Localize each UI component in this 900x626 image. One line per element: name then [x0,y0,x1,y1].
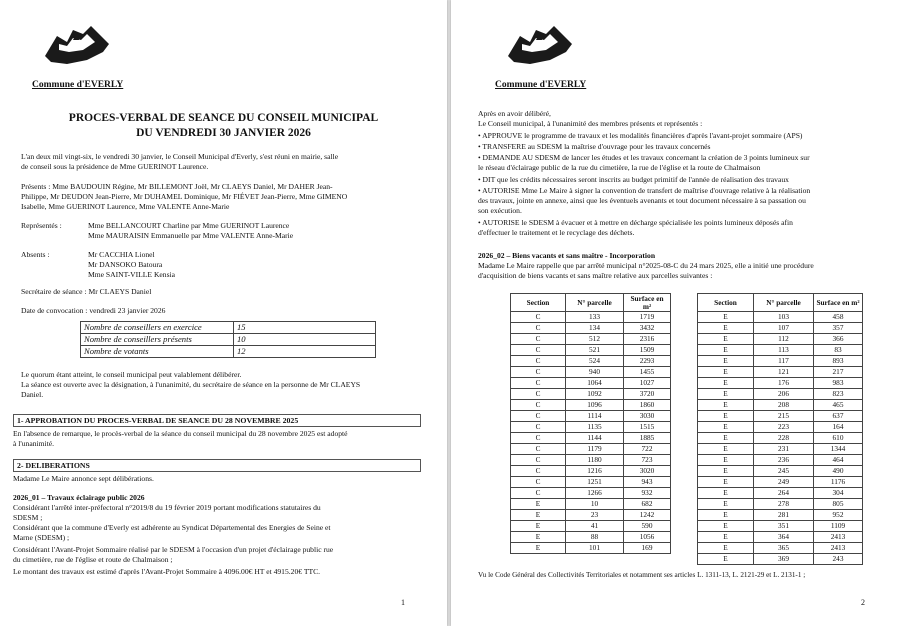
surface-cell: 682 [624,499,671,510]
section-cell: C [511,345,566,356]
table-row [81,334,376,346]
presents-line: Présents : Mme BAUDOUIN Régine, Mr BILLEMONT Joël, Mr CLAEYS Daniel, Mr DAHER Jean- [21,182,333,191]
surface-cell: 366 [814,334,863,345]
table-header-row [698,294,863,312]
surface-cell: 164 [814,422,863,433]
parcel-number-cell: 117 [754,356,814,367]
table-row [698,345,863,356]
table-row [511,367,671,378]
table-row [698,367,863,378]
table-row [511,433,671,444]
parcels-table-right [697,293,863,565]
surface-cell: 464 [814,455,863,466]
surface-cell: 357 [814,323,863,334]
surface-cell: 1242 [624,510,671,521]
parcel-number-cell: 236 [754,455,814,466]
column-header: N° parcelle [754,294,814,312]
surface-cell: 1719 [624,312,671,323]
section-cell: E [511,532,566,543]
deliberation-1-text: Marne (SDESM) ; [13,533,70,542]
section-cell: C [511,312,566,323]
section-cell: C [511,444,566,455]
parcel-number-cell: 1179 [566,444,624,455]
table-row [698,532,863,543]
section-cell: E [698,543,754,554]
table-row [511,466,671,477]
surface-cell: 1509 [624,345,671,356]
surface-cell: 465 [814,400,863,411]
deliberation-1-text: Considérant que la commune d'Everly est adhérente au Syndicat Départemental des Energies de Seine et [13,523,331,532]
table-row [698,488,863,499]
table-row [698,400,863,411]
table-row [511,378,671,389]
represented-label: Représentés : [21,221,62,230]
table-row [698,312,863,323]
quorum-line: Daniel. [21,390,44,399]
table-row [511,411,671,422]
parcel-number-cell: 133 [566,312,624,323]
section-cell: C [511,367,566,378]
deliberation-1-title: 2026_01 – Travaux éclairage public 2026 [13,493,145,502]
body-line: d'effectuer le traitement et le recyclage des déchets. [478,228,635,237]
count-value: 12 [234,346,376,358]
surface-cell: 490 [814,466,863,477]
table-row [81,346,376,358]
commune-logo-icon [43,22,111,68]
surface-cell: 3020 [624,466,671,477]
surface-cell: 952 [814,510,863,521]
section-cell: E [698,378,754,389]
parcel-number-cell: 121 [754,367,814,378]
body-line: • AUTORISE le SDESM à évacuer et à mettre en décharge spécialisée les points lumineux déposés afin [478,218,793,227]
section-cell: E [698,488,754,499]
table-row [698,477,863,488]
parcel-number-cell: 88 [566,532,624,543]
table-row [511,444,671,455]
surface-cell: 2316 [624,334,671,345]
parcel-number-cell: 41 [566,521,624,532]
document-page-2 [451,0,900,626]
section-cell: C [511,422,566,433]
body-line: son exécution. [478,206,522,215]
section-cell: E [511,543,566,554]
parcel-number-cell: 1096 [566,400,624,411]
parcel-number-cell: 176 [754,378,814,389]
convocation-line: Date de convocation : vendredi 23 janvier 2026 [21,306,166,315]
parcel-number-cell: 1114 [566,411,624,422]
section-cell: E [698,532,754,543]
deliberation-1-text: Le montant des travaux est estimé d'après l'Avant-Projet Sommaire à 4096.00€ HT et 4915.20€ TTC. [13,567,321,576]
section-cell: E [698,389,754,400]
parcel-number-cell: 10 [566,499,624,510]
section-1-text: à l'unanimité. [13,439,55,448]
surface-cell: 983 [814,378,863,389]
section-cell: E [698,411,754,422]
table-row [511,499,671,510]
table-row [698,389,863,400]
table-row [698,411,863,422]
parcel-number-cell: 245 [754,466,814,477]
body-line: des travaux, jointe en annexe, ainsi que les éventuels avenants et tout document nécessaire à sa passation ou [478,196,806,205]
section-cell: C [511,389,566,400]
parcel-number-cell: 512 [566,334,624,345]
parcel-number-cell: 264 [754,488,814,499]
parcel-number-cell: 103 [754,312,814,323]
table-row [511,455,671,466]
table-row [511,422,671,433]
column-header: Section [511,294,566,312]
count-label: Nombre de conseillers présents [81,334,234,346]
intro-line: L'an deux mil vingt-six, le vendredi 30 janvier, le Conseil Municipal d'Everly, s'est réuni en mairie, salle [21,152,339,161]
column-header: Section [698,294,754,312]
surface-cell: 723 [624,455,671,466]
table-row [511,510,671,521]
table-row [511,543,671,554]
surface-cell: 610 [814,433,863,444]
parcel-number-cell: 521 [566,345,624,356]
section-2-intro: Madame Le Maire annonce sept délibérations. [13,474,154,483]
surface-cell: 1027 [624,378,671,389]
section-cell: C [511,323,566,334]
parcel-number-cell: 1144 [566,433,624,444]
page-number: 1 [401,598,405,607]
council-counts-table [80,321,376,358]
table-row [511,334,671,345]
surface-cell: 637 [814,411,863,422]
section-cell: E [698,345,754,356]
quorum-line: La séance est ouverte avec la désignation, à l'unanimité, du secrétaire de séance en la personne de Mr CLAEYS [21,380,361,389]
table-row [698,510,863,521]
section-cell: C [511,433,566,444]
absent-item: Mr CACCHIA Lionel [88,250,155,259]
surface-cell: 83 [814,345,863,356]
surface-cell: 893 [814,356,863,367]
table-row [698,521,863,532]
table-row [511,356,671,367]
table-row [698,334,863,345]
table-row [511,521,671,532]
table-row [81,322,376,334]
parcel-number-cell: 228 [754,433,814,444]
parcel-number-cell: 365 [754,543,814,554]
table-header-row [511,294,671,312]
parcel-number-cell: 278 [754,499,814,510]
body-line: • TRANSFERE au SDESM la maîtrise d'ouvrage pour les travaux concernés [478,142,711,151]
deliberation-1-text: Considérant l'arrêté inter-préfectoral n°2019/8 du 19 février 2019 portant modifications statutaires du [13,503,321,512]
organization-name: Commune d'EVERLY [32,80,124,90]
parcel-number-cell: 231 [754,444,814,455]
parcel-number-cell: 369 [754,554,814,565]
section-cell: E [698,312,754,323]
surface-cell: 3720 [624,389,671,400]
section-cell: E [698,466,754,477]
table-row [698,543,863,554]
surface-cell: 1176 [814,477,863,488]
parcel-number-cell: 223 [754,422,814,433]
surface-cell: 2413 [814,532,863,543]
parcel-number-cell: 208 [754,400,814,411]
body-line: • APPROUVE le programme de travaux et les modalités financières d'après l'avant-projet sommaire (APS) [478,131,803,140]
parcel-number-cell: 1064 [566,378,624,389]
section-2-heading: 2- DELIBERATIONS [13,459,421,472]
represented-item: Mme MAURAISIN Emmanuelle par Mme VALENTE Anne-Marie [88,231,294,240]
section-cell: E [698,400,754,411]
page-title: PROCES-VERBAL DE SEANCE DU CONSEIL MUNICIPAL [68,112,379,124]
count-label: Nombre de votants [81,346,234,358]
section-cell: E [698,422,754,433]
table-row [511,532,671,543]
surface-cell: 1860 [624,400,671,411]
table-row [511,488,671,499]
absent-item: Mr DANSOKO Batoura [88,260,163,269]
parcel-number-cell: 364 [754,532,814,543]
section-cell: E [698,334,754,345]
table-row [698,356,863,367]
represented-item: Mme BELLANCOURT Charline par Mme GUERINOT Laurence [88,221,290,230]
table-row [698,323,863,334]
deliberation-2-text: d'acquisition de biens vacants et sans maître relative aux parcelles suivantes : [478,271,713,280]
table-row [698,466,863,477]
parcel-number-cell: 1092 [566,389,624,400]
presents-line: Isabelle, Mme GUERINOT Laurence, Mme VALENTE Anne-Marie [21,202,230,211]
section-cell: E [511,510,566,521]
page-number: 2 [861,598,865,607]
body-line: • DEMANDE AU SDESM de lancer les études et les travaux concernant la création de 3 points lumineux sur [478,153,810,162]
section-cell: E [698,455,754,466]
section-cell: E [698,433,754,444]
deliberation-1-text: SDESM ; [13,513,43,522]
section-cell: E [698,554,754,565]
table-row [511,389,671,400]
surface-cell: 823 [814,389,863,400]
column-header: Surface en m² [624,294,671,312]
parcel-number-cell: 281 [754,510,814,521]
surface-cell: 1455 [624,367,671,378]
count-value: 10 [234,334,376,346]
section-cell: C [511,400,566,411]
section-cell: E [698,477,754,488]
quorum-line: Le quorum étant atteint, le conseil municipal peut valablement délibérer. [21,370,242,379]
section-cell: C [511,411,566,422]
organization-name: Commune d'EVERLY [495,80,587,90]
table-row [698,433,863,444]
section-cell: E [698,499,754,510]
secretary-line: Secrétaire de séance : Mr CLAEYS Daniel [21,287,152,296]
table-row [698,422,863,433]
parcel-number-cell: 107 [754,323,814,334]
page-subtitle: DU VENDREDI 30 JANVIER 2026 [136,127,311,139]
body-line: le réseau d'éclairage public de la rue du cimetière, la rue de l'église et la route de Chalmaison [478,163,761,172]
body-line: • DIT que les crédits nécessaires seront inscrits au budget primitif de l'année de réalisation des travaux [478,175,789,184]
deliberation-1-text: Considérant l'Avant-Projet Sommaire réalisé par le SDESM à l'occasion d'un projet d'éclairage public rue [13,545,334,554]
parcel-number-cell: 1216 [566,466,624,477]
surface-cell: 805 [814,499,863,510]
absent-item: Mme SAINT-VILLE Kensia [88,270,176,279]
surface-cell: 1056 [624,532,671,543]
parcel-number-cell: 1135 [566,422,624,433]
section-cell: E [511,499,566,510]
table-row [511,345,671,356]
parcel-number-cell: 524 [566,356,624,367]
table-row [511,312,671,323]
surface-cell: 932 [624,488,671,499]
parcel-number-cell: 134 [566,323,624,334]
surface-cell: 243 [814,554,863,565]
section-cell: C [511,488,566,499]
section-cell: C [511,477,566,488]
section-cell: E [698,367,754,378]
parcel-number-cell: 249 [754,477,814,488]
parcel-number-cell: 112 [754,334,814,345]
column-header: Surface en m² [814,294,863,312]
section-cell: E [511,521,566,532]
section-cell: C [511,356,566,367]
deliberation-2-title: 2026_02 – Biens vacants et sans maître - Incorporation [478,251,656,260]
count-value: 15 [234,322,376,334]
table-row [511,400,671,411]
column-header: N° parcelle [566,294,624,312]
parcel-number-cell: 1266 [566,488,624,499]
parcel-number-cell: 351 [754,521,814,532]
surface-cell: 3432 [624,323,671,334]
section-cell: E [698,510,754,521]
intro-line: de conseil sous la présidence de Mme GUERINOT Laurence. [21,162,209,171]
table-row [698,444,863,455]
body-line: • AUTORISE Mme Le Maire à signer la convention de transfert de maîtrise d'ouvrage relative à la réalisation [478,186,811,195]
surface-cell: 1109 [814,521,863,532]
surface-cell: 1515 [624,422,671,433]
body-line: Après en avoir délibéré, [478,109,551,118]
absents-label: Absents : [21,250,50,259]
parcel-number-cell: 940 [566,367,624,378]
table-row [511,477,671,488]
presents-line: Philippe, Mr DEUDON Jean-Pierre, Mr DUHAMEL Dominique, Mr FIÉVET Jean-Pierre, Mme GIMENO [21,192,348,201]
document-page-1 [0,0,447,626]
table-row [511,323,671,334]
surface-cell: 2293 [624,356,671,367]
section-cell: C [511,334,566,345]
parcel-number-cell: 206 [754,389,814,400]
parcel-number-cell: 1251 [566,477,624,488]
table-row [698,455,863,466]
table-row [698,554,863,565]
section-cell: E [698,521,754,532]
surface-cell: 2413 [814,543,863,554]
count-label: Nombre de conseillers en exercice [81,322,234,334]
section-cell: C [511,378,566,389]
surface-cell: 3030 [624,411,671,422]
parcels-table-left [510,293,671,554]
surface-cell: 169 [624,543,671,554]
section-1-text: En l'absence de remarque, le procès-verbal de la séance du conseil municipal du 28 novembre 2025 est adopté [13,429,348,438]
surface-cell: 1344 [814,444,863,455]
body-line: Le Conseil municipal, à l'unanimité des membres présents et représentés : [478,119,703,128]
surface-cell: 304 [814,488,863,499]
surface-cell: 458 [814,312,863,323]
surface-cell: 943 [624,477,671,488]
parcel-number-cell: 215 [754,411,814,422]
parcel-number-cell: 113 [754,345,814,356]
surface-cell: 217 [814,367,863,378]
parcel-number-cell: 101 [566,543,624,554]
section-1-heading: 1- APPROBATION DU PROCES-VERBAL DE SEANCE DU 28 NOVEMBRE 2025 [13,414,421,427]
legal-reference: Vu le Code Général des Collectivités Territoriales et notamment ses articles L. 1311-13, L. 2121-29 et L. 2131-1 ; [478,571,806,579]
commune-logo-icon [506,22,574,68]
deliberation-2-text: Madame Le Maire rappelle que par arrêté municipal n°2025-08-C du 24 mars 2025, elle a initié une procédure [478,261,814,270]
parcel-number-cell: 23 [566,510,624,521]
table-row [698,499,863,510]
parcel-number-cell: 1180 [566,455,624,466]
table-row [698,378,863,389]
section-cell: E [698,356,754,367]
surface-cell: 590 [624,521,671,532]
section-cell: E [698,444,754,455]
deliberation-1-text: du cimetière, rue de l'église et route de Chalmaison ; [13,555,173,564]
surface-cell: 1885 [624,433,671,444]
surface-cell: 722 [624,444,671,455]
section-cell: C [511,455,566,466]
section-cell: C [511,466,566,477]
section-cell: E [698,323,754,334]
